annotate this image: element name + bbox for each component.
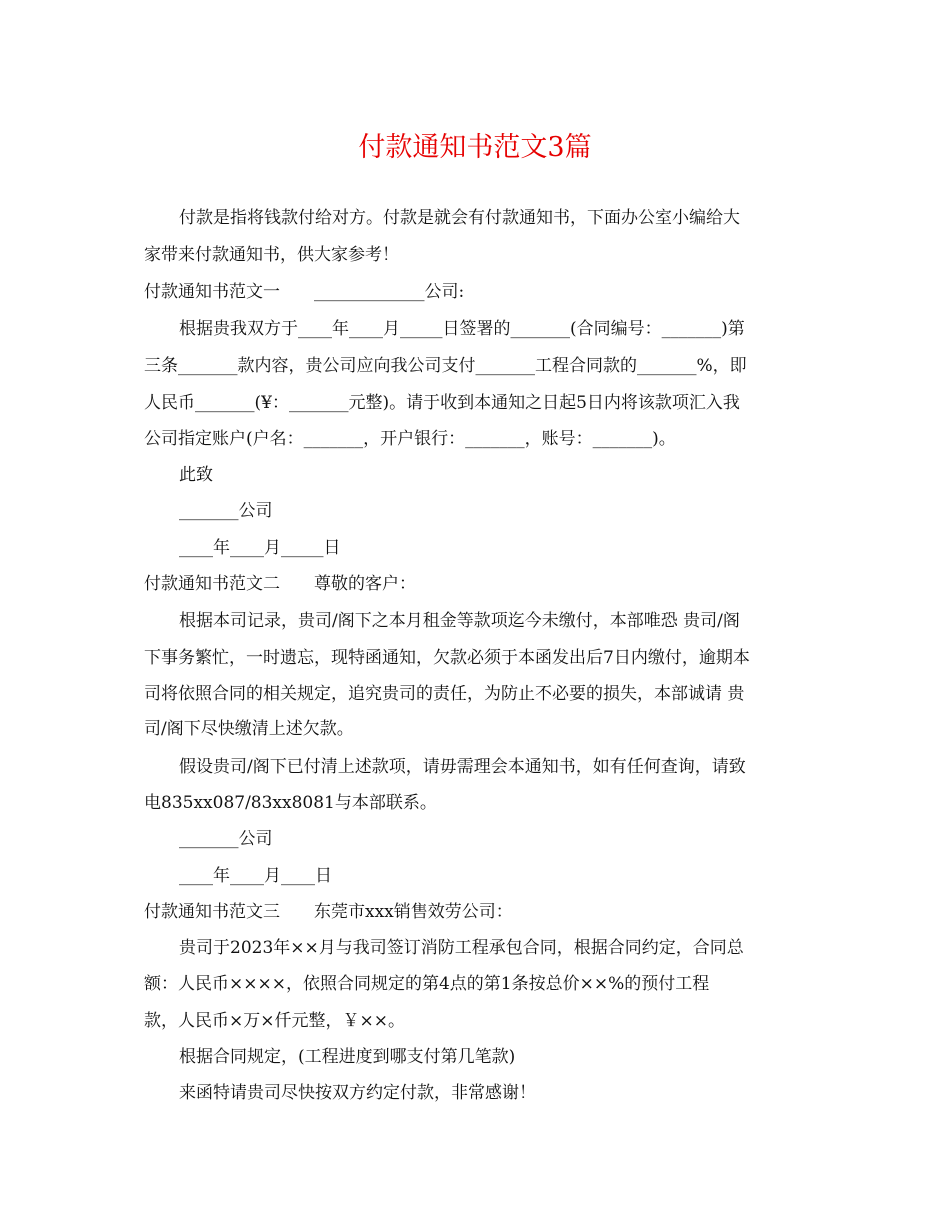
sample-one-body-line-3: 人民币_______(¥：_______元整)。请于收到本通知之日起5日内将该款项汇入我 bbox=[144, 393, 740, 413]
sample-one-body-line-2: 三条_______款内容，贵公司应向我公司支付_______工程合同款的_______%，即 bbox=[144, 356, 747, 376]
sample-two-body-line-3: 司将依照合同的相关规定，追究贵司的责任，为防止不必要的损失，本部诚请 贵 bbox=[144, 684, 745, 704]
sample-one-closing: 此致 bbox=[179, 465, 213, 485]
sample-two-body-line-1: 根据本司记录，贵司/阁下之本月租金等款项迄今未缴付，本部唯恐 贵司/阁 bbox=[179, 611, 740, 631]
sample-two-company-line: _______公司 bbox=[179, 829, 273, 849]
sample-one-body-line-4: 公司指定账户(户名：_______，开户银行：_______，账号：_______)。 bbox=[144, 429, 676, 449]
sample-three-heading: 付款通知书范文三 东莞市xxx销售效劳公司： bbox=[144, 902, 513, 922]
sample-two-body-line-6: 电835xx087/83xx8081与本部联系。 bbox=[144, 793, 437, 813]
sample-two-body-line-4: 司/阁下尽快缴清上述欠款。 bbox=[144, 719, 354, 739]
sample-two-date-line: ____年____月____日 bbox=[179, 866, 332, 886]
sample-two-heading: 付款通知书范文二 尊敬的客户： bbox=[144, 574, 416, 594]
sample-three-body-line-3: 款，人民币×万×仟元整，￥××。 bbox=[144, 1011, 405, 1031]
sample-one-date-line: ____年____月_____日 bbox=[179, 538, 341, 558]
sample-three-body-line-2: 额：人民币××××，依照合同规定的第4点的第1条按总价××%的预付工程 bbox=[144, 974, 710, 994]
sample-one-company-line: _______公司 bbox=[179, 501, 273, 521]
sample-three-body-line-1: 贵司于2023年××月与我司签订消防工程承包合同，根据合同约定，合同总 bbox=[179, 938, 744, 958]
sample-three-body-line-4: 根据合同规定，(工程进度到哪支付第几笔款) bbox=[179, 1047, 516, 1067]
sample-one-heading: 付款通知书范文一 _____________公司: bbox=[144, 282, 465, 302]
document-title: 付款通知书范文3篇 bbox=[358, 132, 592, 163]
intro-line-1: 付款是指将钱款付给对方。付款是就会有付款通知书，下面办公室小编给大 bbox=[179, 208, 740, 228]
sample-one-body-line-1: 根据贵我双方于____年____月_____日签署的_______(合同编号：_______)第 bbox=[179, 319, 745, 339]
sample-two-body-line-2: 下事务繁忙，一时遗忘，现特函通知，欠款必须于本函发出后7日内缴付，逾期本 bbox=[144, 648, 750, 668]
sample-two-body-line-5: 假设贵司/阁下已付清上述款项，请毋需理会本通知书，如有任何查询，请致 bbox=[179, 757, 746, 777]
sample-three-body-line-5: 来函特请贵司尽快按双方约定付款，非常感谢！ bbox=[179, 1083, 536, 1103]
intro-line-2: 家带来付款通知书，供大家参考！ bbox=[144, 245, 399, 265]
